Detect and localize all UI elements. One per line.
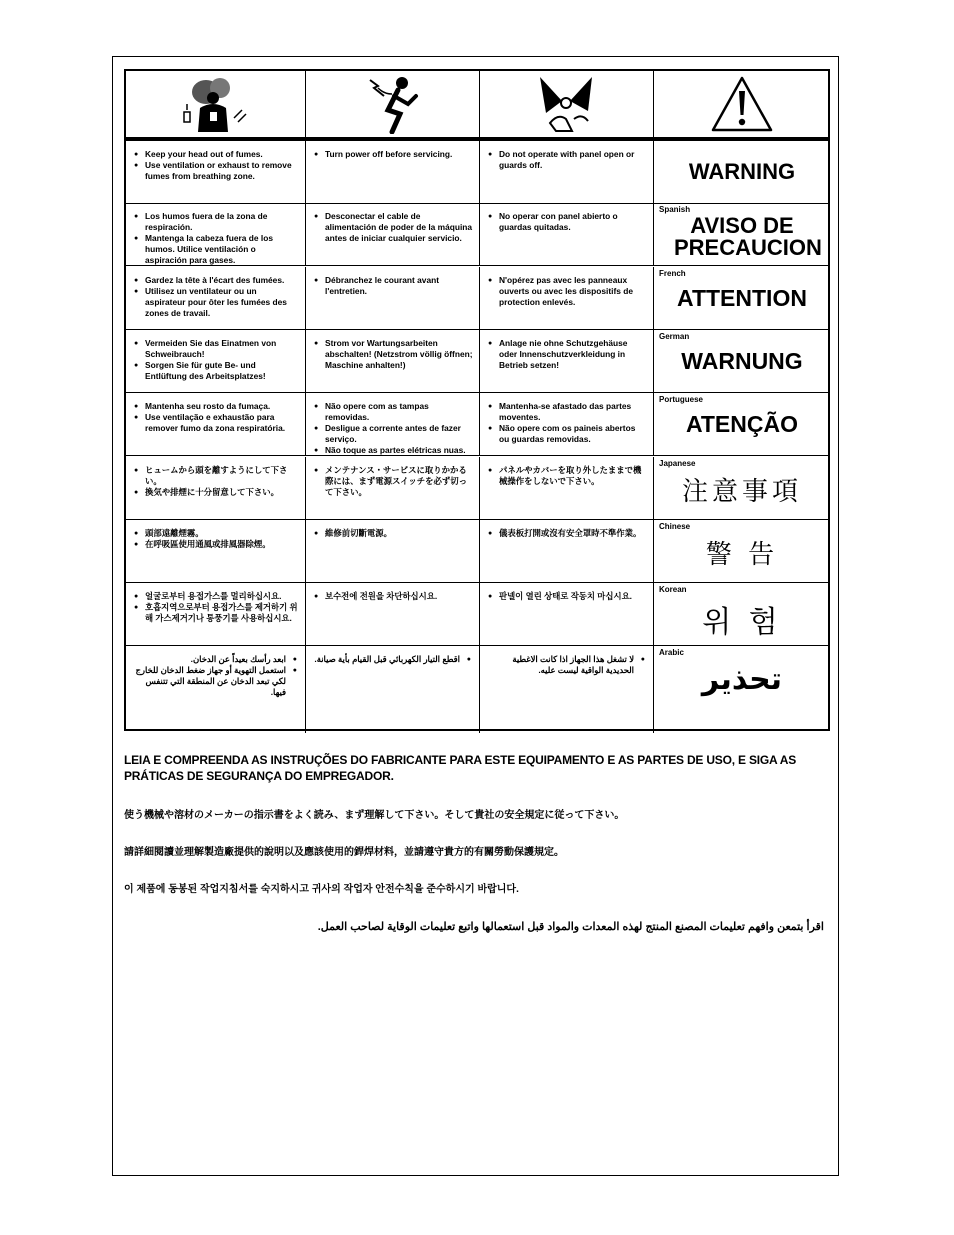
footer-arabic: اقرأ بتمعن وافهم تعليمات المصنع المنتج لهذه المعدات والمواد قبل استعمالها واتبع تعليمات الوقاية لصاحب العمل. [317,921,824,933]
bullet-item: ● 維修前切斷電源。 [314,528,473,539]
bullet-list [134,149,299,182]
row-8-col-1-cell [126,646,306,733]
row-7-col-2-cell [306,583,480,646]
row-3-col-1-cell [126,330,306,393]
row-4-col-3-cell [480,393,654,456]
bullet-item: ● اقطع التيار الكهربائي قبل القيام بأية صيانة. [310,654,471,665]
row-5-warning-word-cell [654,457,830,520]
row-6-col-1-cell [126,520,306,583]
warning-word: 위 험 [702,605,782,640]
bullet-list [134,528,299,550]
row-7-col-3-cell [480,583,654,646]
bullet-item: ● Não opere com as tampas removidas. [314,401,473,423]
bullet-item: ● 頭部遠離煙霧。 [134,528,299,539]
row-3-col-3-cell [480,330,654,393]
warning-triangle-icon [710,75,774,133]
bullet-list [314,401,473,456]
warning-word: WARNING [688,159,796,184]
bullet-item: ● Use ventilação e exhaustão para remover fumo da zona respiratória. [134,412,299,434]
bullet-list [134,275,299,319]
row-1-col-1-cell [126,203,306,266]
bullet-item: ● Do not operate with panel open or guards off. [488,149,647,171]
bullet-item: ● Não toque as partes elétricas nuas. [314,445,473,456]
row-8-col-3-cell [480,646,654,733]
row-1-col-2-cell [306,203,480,266]
bullet-item: ● メンテナンス・サービスに取りかかる際には、まず電源スイッチを必ず切って下さい。 [314,465,473,498]
row-0-warning-word-cell [654,141,830,204]
bullet-item: ● 보수전에 전원을 차단하십시요. [314,591,473,602]
warning-word: 警 告 [705,540,779,570]
bullet-list [314,528,473,539]
bullet-item: ● ابعد رأسك بعيداً عن الدخان. [130,654,297,665]
bullet-list [488,528,647,539]
bullet-item: ● Vermeiden Sie das Einatmen von Schweibrauch! [134,338,299,360]
row-0-col-1-cell [126,141,306,204]
row-2-col-2-cell [306,267,480,330]
bullet-item: ● Débranchez le courant avant l'entretien. [314,275,473,297]
row-7-warning-word-cell [654,583,830,646]
bullet-list [314,465,473,498]
row-8-warning-word-cell [654,646,830,733]
electric-shock-icon [358,74,428,134]
row-3-warning-word-cell [654,330,830,393]
bullet-list [134,591,299,624]
row-6-col-3-cell [480,520,654,583]
row-0-col-3-cell [480,141,654,204]
row-5-col-3-cell [480,457,654,520]
bullet-item: ● Gardez la tête à l'écart des fumées. [134,275,299,286]
bullet-item: ● Anlage nie ohne Schutzgehäuse oder Innenschutzverkleidung in Betrieb setzen! [488,338,647,371]
bullet-item: ● No operar con panel abierto o guardas quitadas. [488,211,647,233]
bullet-item: ● N'opérez pas avec les panneaux ouverts ou avec les dispositifs de protection enlevés. [488,275,647,308]
row-8-col-2-cell [306,646,480,733]
language-label: Portuguese [659,395,704,404]
bullet-list [134,465,299,498]
row-7-col-1-cell [126,583,306,646]
row-4-col-1-cell [126,393,306,456]
row-5-col-1-cell [126,457,306,520]
bullet-list [314,591,473,602]
bullet-item: ● 얼굴로부터 용접가스를 멀리하십시요. [134,591,299,602]
bullet-item: ● Use ventilation or exhaust to remove fumes from breathing zone. [134,160,299,182]
bullet-item: ● Utilisez un ventilateur ou un aspirateur pour ôter les fumées des zones de travail. [134,286,299,319]
row-2-warning-word-cell [654,267,830,330]
footer-chinese: 請詳細閱讀並理解製造廠提供的說明以及應該使用的銲焊材料，並請遵守貴方的有關勞動保護規定。 [124,847,564,858]
bullet-item: ● Mantenga la cabeza fuera de los humos. Utilice ventilación o aspiración para gases. [134,233,299,266]
bullet-list [314,338,473,371]
row-2-col-1-cell [126,267,306,330]
bullet-item: ● Desconectar el cable de alimentación de poder de la máquina antes de iniciar cualquier servicio. [314,211,473,244]
bullet-list [488,591,647,602]
bullet-list [488,211,647,233]
bullet-item: ● 호흡지역으로부터 용접가스를 제거하기 위해 가스제거기나 통풍기를 사용하십시요. [134,602,299,624]
row-5-col-2-cell [306,457,480,520]
language-label: Chinese [659,522,691,531]
bullet-list [488,149,647,171]
bullet-list [130,654,297,698]
footer-portuguese: LEIA E COMPREENDA AS INSTRUÇÕES DO FABRICANTE PARA ESTE EQUIPAMENTO E AS PARTES DE USO, E SIGA AS PRÁTICAS DE SEGURANÇA DO EMPREGADOR. [124,753,797,783]
language-label: Arabic [659,648,684,657]
row-2-col-3-cell [480,267,654,330]
bullet-list [310,654,471,665]
bullet-item: ● Strom vor Wartungsarbeiten abschalten! (Netzstrom völlig öffnen; Maschine anhalten!) [314,338,473,371]
warning-word: AVISO DE PRECAUCION [674,213,822,260]
bullet-list [488,401,647,445]
language-label: Japanese [659,459,696,468]
bullet-list [488,338,647,371]
row-1-col-3-cell [480,203,654,266]
fumes-hazard-icon [176,74,256,134]
language-label: Spanish [659,205,691,214]
bullet-item: ● Desligue a corrente antes de fazer serviço. [314,423,473,445]
language-label: German [659,332,690,341]
moving-parts-icon [532,73,602,135]
row-6-warning-word-cell [654,520,830,583]
bullet-item: ● 판넬이 열린 상태로 작동치 마십시요. [488,591,647,602]
bullet-item: ● Mantenha-se afastado das partes moventes. [488,401,647,423]
bullet-item: ● 在呼吸區使用通風或排風器除煙。 [134,539,299,550]
header-cell-moving-parts [480,71,654,141]
bullet-item: ● Los humos fuera de la zona de respiración. [134,211,299,233]
bullet-item: ● パネルやカバーを取り外したままで機械操作をしないで下さい。 [488,465,647,487]
header-cell-shock [306,71,480,141]
footer-japanese: 使う機械や溶材のメーカーの指示書をよく読み、まず理解して下さい。そして貴社の安全規定に従って下さい。 [124,810,625,821]
bullet-item: ● 儀表板打開或沒有安全罩時不準作業。 [488,528,647,539]
row-0-col-2-cell [306,141,480,204]
bullet-item: ● ヒュームから頭を離すようにして下さい。 [134,465,299,487]
bullet-item: ● Não opere com os paineis abertos ou guardas removidas. [488,423,647,445]
bullet-list [134,211,299,266]
row-1-warning-word-cell [654,203,830,266]
warning-table [124,69,830,731]
bullet-list [314,275,473,297]
bullet-item: ● 換気や排煙に十分留意して下さい。 [134,487,299,498]
bullet-item: ● Mantenha seu rosto da fumaça. [134,401,299,412]
footer-korean: 이 제품에 동봉된 작업지침서를 숙지하시고 귀사의 작업자 안전수칙을 준수하시기 바랍니다. [124,884,519,895]
bullet-item: ● Keep your head out of fumes. [134,149,299,160]
bullet-item: ● Sorgen Sie für gute Be- und Entlüftung des Arbeitsplatzes! [134,360,299,382]
header-cell-warning [654,71,830,141]
warning-word: ATTENTION [677,285,807,311]
warning-word: تحذير [701,662,783,697]
language-label: Korean [659,585,687,594]
bullet-list [488,275,647,308]
row-4-col-2-cell [306,393,480,456]
bullet-item: ● لا تشغل هذا الجهاز اذا كانت الاغطية الحديدية الواقية ليست عليه. [484,654,645,676]
bullet-list [484,654,645,676]
header-cell-fumes [126,71,306,141]
warning-word: 注意事項 [681,477,802,507]
bullet-list [488,465,647,487]
warning-word: ATENÇÃO [685,411,798,437]
row-4-warning-word-cell [654,393,830,456]
bullet-list [134,338,299,382]
bullet-list [314,149,473,160]
row-6-col-2-cell [306,520,480,583]
bullet-list [314,211,473,244]
language-label: French [659,269,686,278]
bullet-list [134,401,299,434]
bullet-item: ● استعمل التهوية أو جهاز ضغط الدخان للخارج لكي تبعد الدخان عن المنطقة التي تتنفس فيها. [130,665,297,698]
row-3-col-2-cell [306,330,480,393]
warning-word: WARNUNG [681,348,803,374]
bullet-item: ● Turn power off before servicing. [314,149,473,160]
